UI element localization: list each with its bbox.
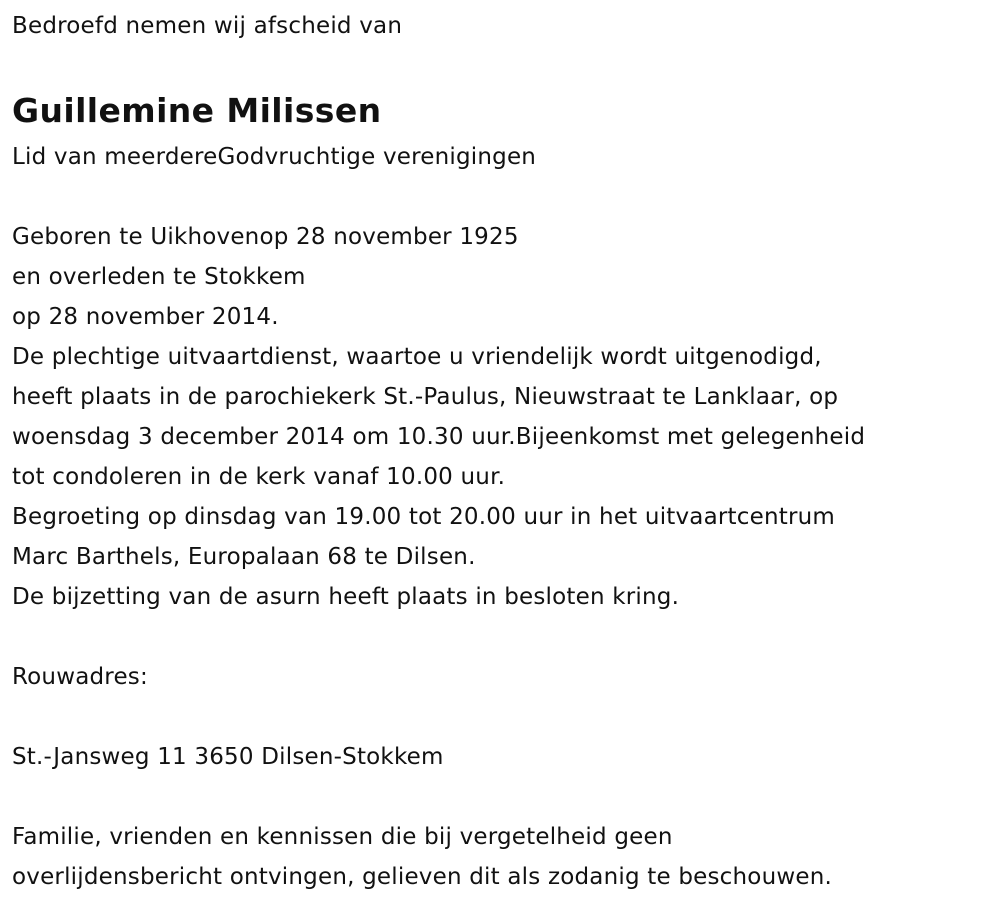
closing-line: overlijdensbericht ontvingen, gelieven dit als zodanig te beschouwen. [12, 864, 832, 890]
intro-text: Bedroefd nemen wij afscheid van [12, 13, 403, 39]
body-line: tot condoleren in de kerk vanaf 10.00 uur. [12, 464, 506, 490]
body-line: en overleden te Stokkem [12, 264, 306, 290]
spacer [12, 617, 988, 657]
spacer [12, 697, 988, 737]
body-line: woensdag 3 december 2014 om 10.30 uur.Bijeenkomst met gelegenheid [12, 424, 866, 450]
body-line: De bijzetting van de asurn heeft plaats in besloten kring. [12, 584, 680, 610]
address-label: Rouwadres: [12, 664, 148, 690]
body-line: heeft plaats in de parochiekerk St.-Paulus, Nieuwstraat te Lanklaar, op [12, 384, 839, 410]
spacer [12, 777, 988, 817]
body-line: Begroeting op dinsdag van 19.00 tot 20.00 uur in het uitvaartcentrum [12, 504, 836, 530]
closing-line: Familie, vrienden en kennissen die bij vergetelheid geen [12, 824, 673, 850]
spacer [12, 177, 988, 217]
closing-note [12, 817, 988, 897]
body-line: Marc Barthels, Europalaan 68 te Dilsen. [12, 544, 476, 570]
subtitle: Lid van meerdereGodvruchtige verenigingen [12, 144, 537, 170]
body-line: Geboren te Uikhovenop 28 november 1925 [12, 224, 519, 250]
body-line: op 28 november 2014. [12, 304, 279, 330]
notice-body [12, 217, 988, 617]
deceased-name: Guillemine Milissen [12, 91, 382, 130]
mourning-address: St.-Jansweg 11 3650 Dilsen-Stokkem [12, 744, 444, 770]
body-line: De plechtige uitvaartdienst, waartoe u vriendelijk wordt uitgenodigd, [12, 344, 822, 370]
